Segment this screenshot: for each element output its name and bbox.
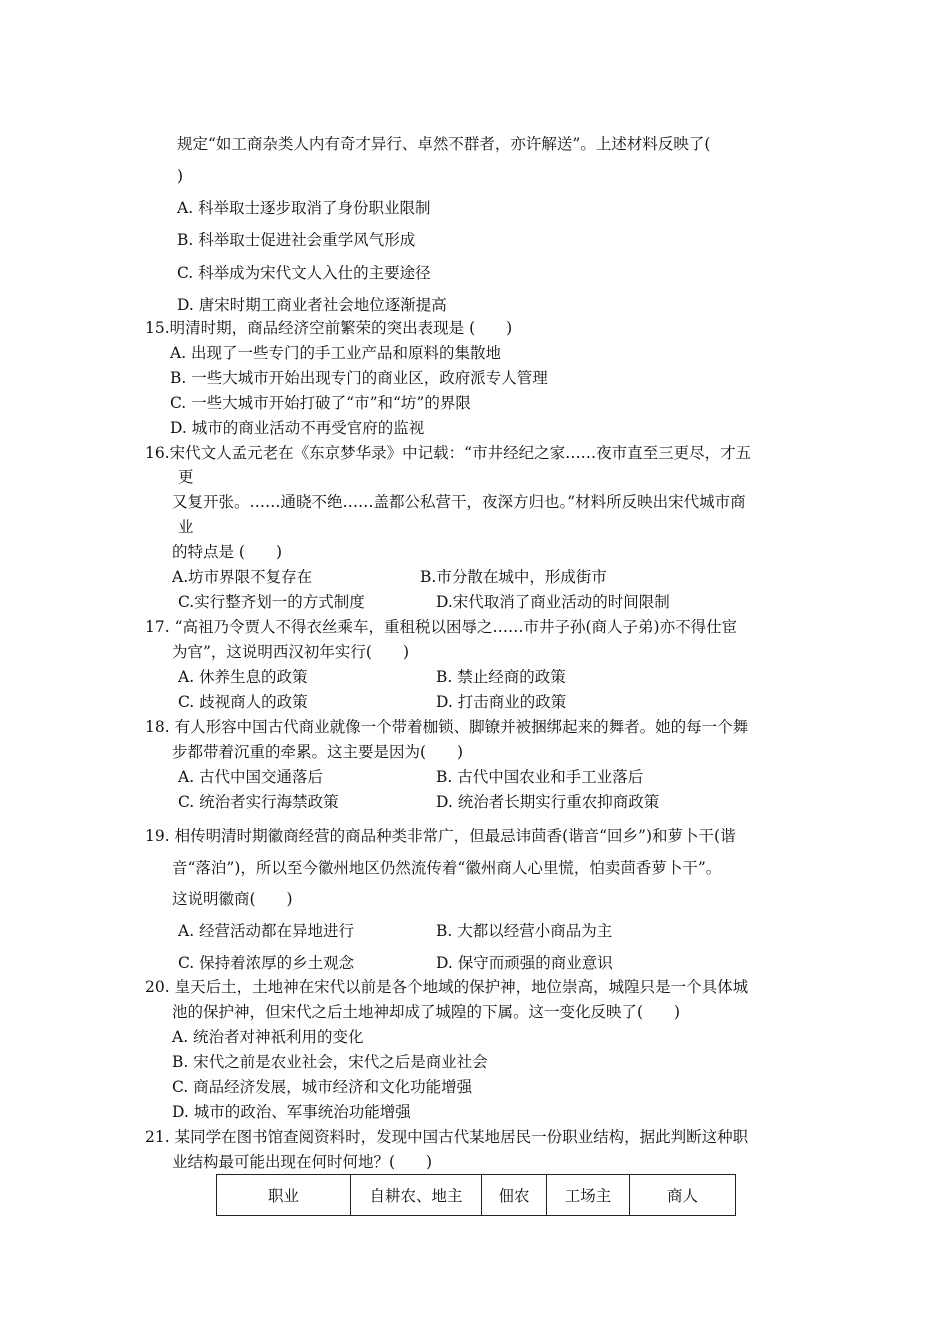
q15-stem: 15.明清时期，商品经济空前繁荣的突出表现是 ( ) (145, 319, 513, 337)
q17-option-b: B. 禁止经商的政策 (436, 668, 566, 686)
q20-option-a: A. 统治者对神祇利用的变化 (172, 1028, 364, 1046)
q20-option-d: D. 城市的政治、军事统治功能增强 (172, 1103, 411, 1121)
q19-option-b: B. 大都以经营小商品为主 (436, 922, 613, 940)
table-cell-farmer-landlord: 自耕农、地主 (351, 1175, 482, 1216)
q14-option-a: A. 科举取士逐步取消了身份职业限制 (177, 199, 431, 217)
q16-option-a: A.坊市界限不复存在 (172, 568, 313, 586)
q18-stem-line1: 18. 有人形容中国古代商业就像一个带着枷锁、脚镣并被捆绑起来的舞者。她的每一个舞 (145, 718, 749, 736)
q17-option-c: C. 歧视商人的政策 (178, 693, 308, 711)
table-row (217, 1175, 736, 1216)
q15-option-a: A. 出现了一些专门的手工业产品和原料的集散地 (170, 344, 502, 362)
table-cell-occupation: 职业 (217, 1175, 351, 1216)
q14-option-b: B. 科举取士促进社会重学风气形成 (177, 231, 416, 249)
q17-stem-line1: 17. “高祖乃令贾人不得衣丝乘车，重租税以困辱之……市井子孙(商人子弟)亦不得仕宦 (145, 618, 738, 636)
q19-stem-line3: 这说明徽商( ) (172, 890, 293, 908)
q21-stem-line1: 21. 某同学在图书馆查阅资料时，发现中国古代某地居民一份职业结构，据此判断这种职 (145, 1128, 749, 1146)
q19-option-c: C. 保持着浓厚的乡土观念 (178, 954, 355, 972)
q19-option-d: D. 保守而顽强的商业意识 (436, 954, 613, 972)
q16-stem-line1b: 更 (178, 468, 194, 486)
q16-stem-line1: 16.宋代文人孟元老在《东京梦华录》中记载：“市井经纪之家……夜市直至三更尽，才五 (145, 444, 752, 462)
q18-option-c: C. 统治者实行海禁政策 (178, 793, 339, 811)
table-cell-merchant: 商人 (630, 1175, 736, 1216)
q14-option-c: C. 科举成为宋代文人入仕的主要途径 (177, 264, 431, 282)
q16-stem-line2b: 业 (178, 518, 194, 536)
q15-option-b: B. 一些大城市开始出现专门的商业区，政府派专人管理 (170, 369, 548, 387)
table-cell-tenant: 佃农 (482, 1175, 547, 1216)
q18-option-b: B. 古代中国农业和手工业落后 (436, 768, 644, 786)
q16-stem-line2: 又复开张。……通晓不绝……盖都公私营干，夜深方归也。”材料所反映出宋代城市商 (172, 493, 746, 511)
q17-stem-line2: 为官”，这说明西汉初年实行( ) (172, 643, 410, 661)
q19-stem-line2: 音“落泊”)，所以至今徽州地区仍然流传着“徽州商人心里慌，怕卖茴香萝卜干”。 (172, 859, 722, 877)
q19-option-a: A. 经营活动都在异地进行 (178, 922, 355, 940)
occupation-table (216, 1174, 736, 1216)
q18-option-a: A. 古代中国交通落后 (178, 768, 324, 786)
q15-option-c: C. 一些大城市开始打破了“市”和“坊”的界限 (170, 394, 471, 412)
q14-stem-line1: 规定“如工商杂类人内有奇才异行、卓然不群者，亦许解送”。上述材料反映了( (177, 135, 711, 153)
q16-option-c: C.实行整齐划一的方式制度 (178, 593, 365, 611)
q20-stem-line2: 池的保护神，但宋代之后土地神却成了城隍的下属。这一变化反映了( ) (172, 1003, 681, 1021)
q14-option-d: D. 唐宋时期工商业者社会地位逐渐提高 (177, 296, 447, 314)
q20-stem-line1: 20. 皇天后土，土地神在宋代以前是各个地域的保护神，地位崇高，城隍只是一个具体城 (145, 978, 749, 996)
q18-option-d: D. 统治者长期实行重农抑商政策 (436, 793, 660, 811)
q17-option-a: A. 休养生息的政策 (178, 668, 308, 686)
q20-option-c: C. 商品经济发展，城市经济和文化功能增强 (172, 1078, 473, 1096)
q17-option-d: D. 打击商业的政策 (436, 693, 567, 711)
q16-option-d: D.宋代取消了商业活动的时间限制 (436, 593, 670, 611)
q18-stem-line2: 步都带着沉重的牵累。这主要是因为( ) (172, 743, 464, 761)
q20-option-b: B. 宋代之前是农业社会，宋代之后是商业社会 (172, 1053, 488, 1071)
q16-stem-line3: 的特点是 ( ) (172, 543, 283, 561)
q16-option-b: B.市分散在城中，形成街市 (420, 568, 607, 586)
q15-option-d: D. 城市的商业活动不再受官府的监视 (170, 419, 425, 437)
q19-stem-line1: 19. 相传明清时期徽商经营的商品种类非常广，但最忌讳茴香(谐音“回乡”)和萝卜干(谐 (145, 827, 736, 845)
table-cell-workshop-owner: 工场主 (547, 1175, 630, 1216)
q14-stem-line2: ) (177, 167, 184, 185)
q21-stem-line2: 业结构最可能出现在何时何地？( ) (172, 1153, 433, 1171)
